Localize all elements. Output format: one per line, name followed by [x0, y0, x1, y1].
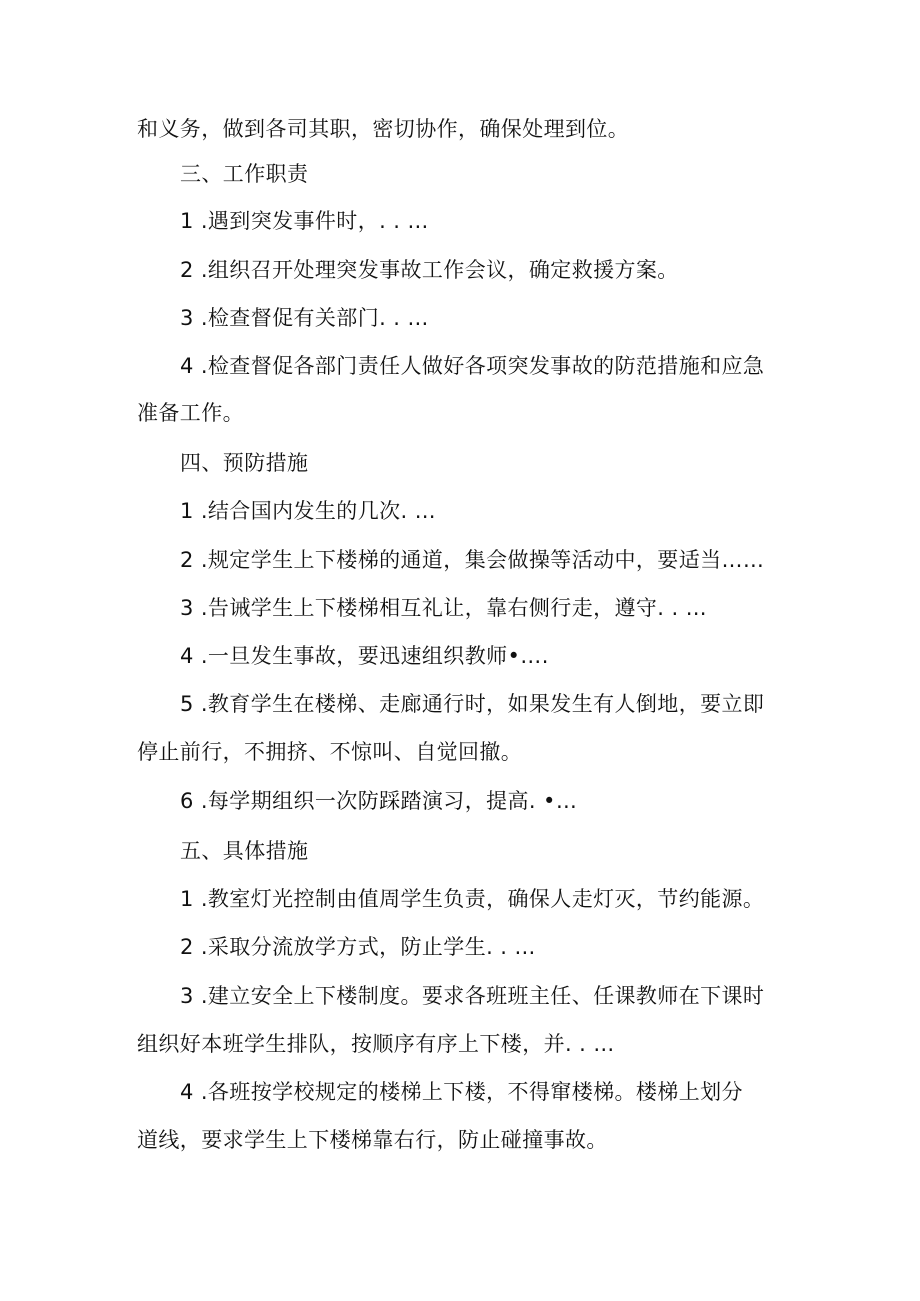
list-item: 2 .规定学生上下楼梯的通道，集会做操等活动中，要适当…… — [180, 548, 765, 572]
section-heading: 四、预防措施 — [180, 451, 309, 475]
list-item: 3 .检查督促有关部门. . … — [180, 306, 429, 330]
list-item: 4 .各班按学校规定的楼梯上下楼，不得窜楼梯。楼梯上划分 — [180, 1080, 743, 1104]
list-item: 1 .结合国内发生的几次. … — [180, 499, 437, 523]
list-item-continuation: 组织好本班学生排队，按顺序有序上下楼，并. . … — [137, 1032, 615, 1056]
list-item: 4 .检查督促各部门责任人做好各项突发事故的防范措施和应急 — [180, 354, 765, 378]
section-heading: 三、工作职责 — [180, 162, 309, 186]
list-item: 2 .采取分流放学方式，防止学生. . … — [180, 935, 536, 959]
section-heading: 五、具体措施 — [180, 839, 309, 863]
list-item: 5 .教育学生在楼梯、走廊通行时，如果发生有人倒地，要立即 — [180, 692, 765, 716]
body-text-line: 和义务，做到各司其职，密切协作，确保处理到位。 — [137, 117, 630, 141]
list-item: 3 .告诫学生上下楼梯相互礼让，靠右侧行走，遵守. . … — [180, 596, 708, 620]
list-item-continuation: 停止前行，不拥挤、不惊叫、自觉回撤。 — [137, 740, 523, 764]
list-item: 3 .建立安全上下楼制度。要求各班班主任、任课教师在下课时 — [180, 984, 765, 1008]
list-item: 4 .一旦发生事故，要迅速组织教师•…. — [180, 644, 549, 668]
list-item: 1 .遇到突发事件时，. . … — [180, 209, 429, 233]
list-item: 6 .每学期组织一次防踩踏演习，提高. •… — [180, 789, 578, 813]
list-item-continuation: 准备工作。 — [137, 401, 244, 425]
list-item: 1 .教室灯光控制由值周学生负责，确保人走灯灭，节约能源。 — [180, 887, 765, 911]
list-item-continuation: 道线，要求学生上下楼梯靠右行，防止碰撞事故。 — [137, 1128, 608, 1152]
list-item: 2 .组织召开处理突发事故工作会议，确定救援方案。 — [180, 258, 679, 282]
